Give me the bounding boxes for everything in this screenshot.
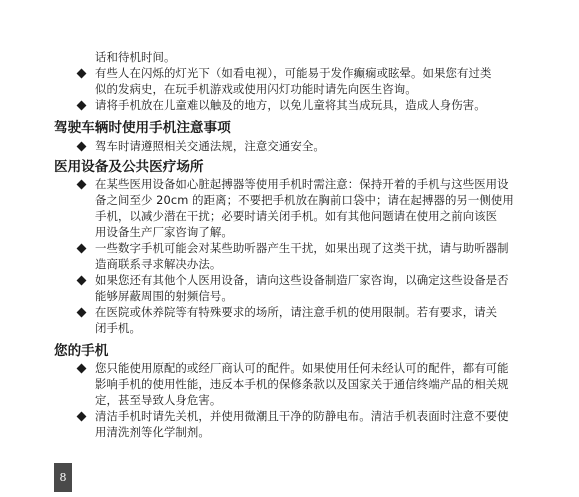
diamond-bullet-icon (77, 412, 87, 422)
section-heading-medical: 医用设备及公共医疗场所 (54, 159, 204, 175)
page-number: 8 (54, 463, 72, 492)
paragraph-line: 如果您还有其他个人医用设备，请向这些设备制造厂家咨询，以确定这些设备是否 (95, 273, 509, 287)
diamond-bullet-icon (77, 69, 87, 79)
paragraph-line: 一些数字手机可能会对某些助听器产生干扰，如果出现了这类干扰，请与助听器制 (95, 241, 509, 255)
diamond-bullet-icon (77, 142, 87, 152)
paragraph-line: 似的发病史，在玩手机游戏或使用闪灯功能时请先向医生咨询。 (95, 82, 417, 96)
paragraph-line: 有些人在闪烁的灯光下（如看电视），可能易于发作癫痫或眩晕。如果您有过类 (95, 66, 492, 80)
diamond-bullet-icon (77, 244, 87, 254)
paragraph-line: 用清洗剂等化学制剂。 (95, 425, 210, 439)
paragraph-line: 能够屏蔽周围的射频信号。 (95, 289, 233, 303)
paragraph-line: 请将手机放在儿童难以触及的地方，以免儿童将其当成玩具，造成人身伤害。 (95, 98, 486, 112)
paragraph-line: 话和待机时间。 (95, 50, 176, 64)
paragraph-line: 您只能使用原配的或经厂商认可的配件。如果使用任何未经认可的配件，都有可能 (95, 361, 509, 375)
paragraph-line: 在某些医用设备如心脏起搏器等使用手机时需注意：保持开着的手机与这些医用设 (95, 177, 509, 191)
paragraph-line: 造商联系寻求解决办法。 (95, 257, 222, 271)
paragraph-line: 影响手机的使用性能，违反本手机的保修条款以及国家关于通信终端产品的相关规 (95, 377, 509, 391)
section-heading-driving: 驾驶车辆时使用手机注意事项 (54, 120, 231, 136)
diamond-bullet-icon (77, 308, 87, 318)
paragraph-line: 定，甚至导致人身危害。 (95, 393, 222, 407)
paragraph-line: 备之间至少 20cm 的距离；不要把手机放在胸前口袋中；请在起搏器的另一侧使用 (95, 193, 514, 207)
paragraph-line: 手机，以减少潜在干扰；必要时请关闭手机。如有其他问题请在使用之前向该医 (95, 209, 498, 223)
paragraph-line: 驾车时请遵照相关交通法规，注意交通安全。 (95, 139, 325, 153)
diamond-bullet-icon (77, 101, 87, 111)
paragraph-line: 闭手机。 (95, 321, 141, 335)
section-heading-your-phone: 您的手机 (54, 343, 109, 359)
paragraph-line: 在医院或休养院等有特殊要求的场所，请注意手机的使用限制。若有要求，请关 (95, 305, 498, 319)
diamond-bullet-icon (77, 180, 87, 190)
diamond-bullet-icon (77, 364, 87, 374)
paragraph-line: 清洁手机时请先关机，并使用微潮且干净的防静电布。清洁手机表面时注意不要使 (95, 409, 509, 423)
diamond-bullet-icon (77, 276, 87, 286)
paragraph-line: 用设备生产厂家咨询了解。 (95, 225, 233, 239)
